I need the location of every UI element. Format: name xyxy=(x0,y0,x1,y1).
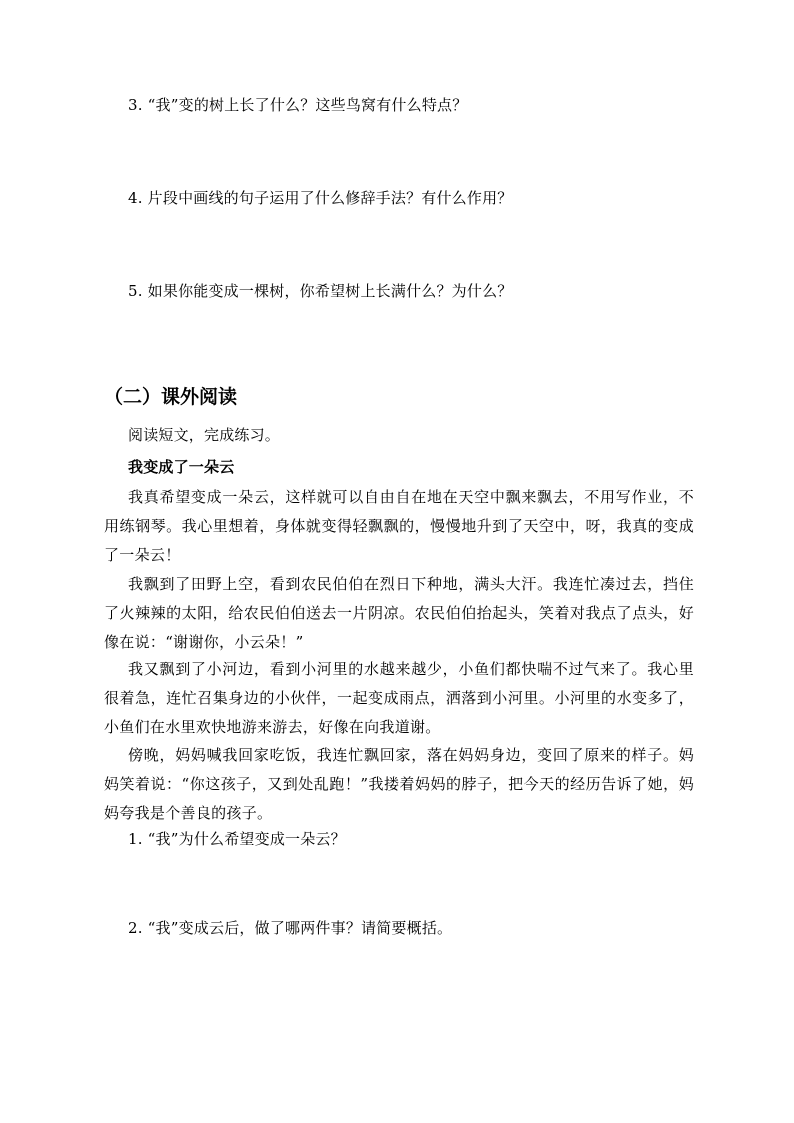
question-3: 3. “我”变的树上长了什么？这些鸟窝有什么特点？ xyxy=(128,96,468,114)
instruction-text: 阅读短文，完成练习。 xyxy=(128,426,281,444)
story-paragraph-4: 傍晚，妈妈喊我回家吃饭，我连忙飘回家，落在妈妈身边，变回了原来的样子。妈妈笑着说：“你这孩子，又到处乱跑！”我搂着妈妈的脖子，把今天的经历告诉了她，妈妈夸我是个善良的孩子。 xyxy=(104,746,694,822)
story-paragraph-3: 我又飘到了小河边，看到小河里的水越来越少，小鱼们都快喘不过气来了。我心里很着急，连忙召集身边的小伙伴，一起变成雨点，洒落到小河里。小河里的水变多了，小鱼们在水里欢快地游来游去，好像在向我道谢。 xyxy=(104,660,694,736)
story-paragraph-2: 我飘到了田野上空，看到农民伯伯在烈日下种地，满头大汗。我连忙凑过去，挡住了火辣辣的太阳，给农民伯伯送去一片阴凉。农民伯伯抬起头，笑着对我点了点头，好像在说：“谢谢你，小云朵！” xyxy=(104,575,694,651)
question-5: 5. 如果你能变成一棵树，你希望树上长满什么？为什么？ xyxy=(128,282,513,300)
reading-question-1: 1. “我”为什么希望变成一朵云？ xyxy=(128,830,346,848)
reading-question-2: 2. “我”变成云后，做了哪两件事？请简要概括。 xyxy=(128,919,453,937)
section-heading: （二）课外阅读 xyxy=(104,386,238,408)
question-4: 4. 片段中画线的句子运用了什么修辞手法？有什么作用？ xyxy=(128,189,513,207)
story-title: 我变成了一朵云 xyxy=(128,458,235,476)
story-paragraph-1: 我真希望变成一朵云，这样就可以自由自在地在天空中飘来飘去，不用写作业，不用练钢琴。我心里想着，身体就变得轻飘飘的，慢慢地升到了天空中，呀，我真的变成了一朵云！ xyxy=(104,488,694,564)
